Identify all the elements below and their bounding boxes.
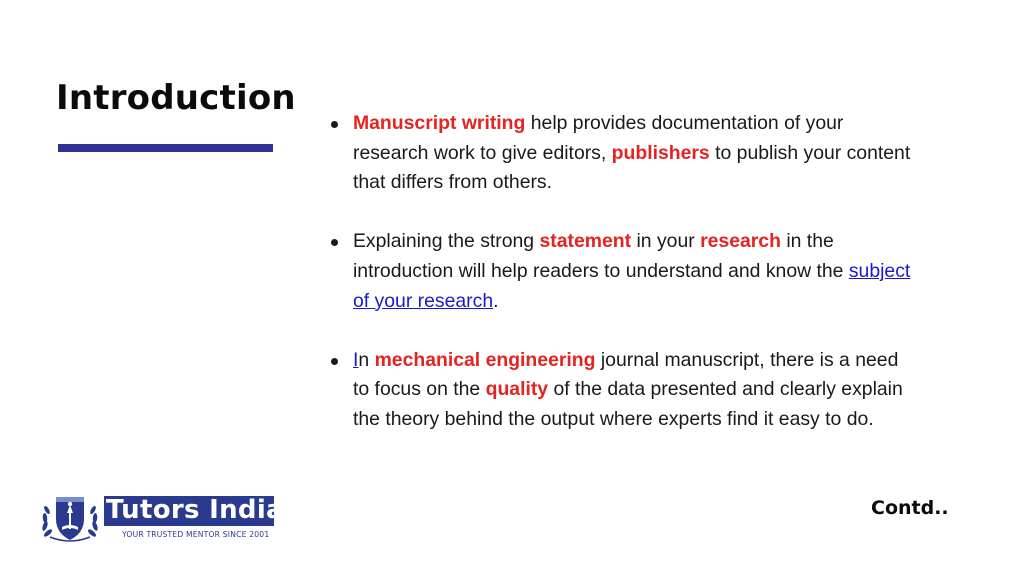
bullet-2-text-d: .: [493, 289, 499, 312]
bullet-3-text-a: n: [358, 348, 375, 371]
logo-tagline: YOUR TRUSTED MENTOR SINCE 2001: [122, 530, 270, 539]
title-underline-rule: [58, 144, 273, 152]
bullet-1-text-a: help provides documentation of your research work to give editors,: [353, 112, 844, 164]
slide-title: Introduction: [56, 78, 296, 118]
bullet-item-1: [353, 109, 913, 198]
bullet-item-3: [353, 346, 913, 435]
bullet-3-text-c: of the data presented and clearly explain the theory behind the output where experts find it easy to do.: [353, 378, 903, 430]
tutors-india-logo: [36, 493, 284, 543]
subject-of-your-research-link[interactable]: subject of your research: [353, 259, 911, 312]
bullet-item-2: [353, 227, 913, 316]
bullet-2-text-b: in your: [631, 230, 701, 253]
bullet-1-highlight-publishers: publishers: [611, 141, 710, 164]
continued-label: Contd..: [871, 497, 949, 519]
bullet-1-text-b: to publish your content that differs from others.: [353, 141, 911, 194]
logo-name: Tutors India: [106, 495, 284, 525]
bullet-2-highlight-statement: statement: [539, 230, 632, 253]
bullet-3-text-b: journal manuscript, there is a need to focus on the: [353, 348, 899, 401]
bullet-1-highlight-manuscript-writing: Manuscript writing: [353, 112, 526, 134]
laurel-shield-emblem-icon: [36, 493, 104, 543]
bullet-3-link-i[interactable]: I: [353, 348, 359, 371]
bullet-list: [353, 109, 913, 464]
bullet-3-highlight-quality: quality: [485, 378, 549, 401]
bullet-2-highlight-research: research: [700, 230, 781, 253]
bullet-2-text-c: in the introduction will help readers to understand and know the: [353, 230, 849, 282]
bullet-3-highlight-mechanical-engineering: mechanical engineering: [374, 348, 596, 371]
bullet-2-text-a: Explaining the strong: [353, 230, 540, 253]
